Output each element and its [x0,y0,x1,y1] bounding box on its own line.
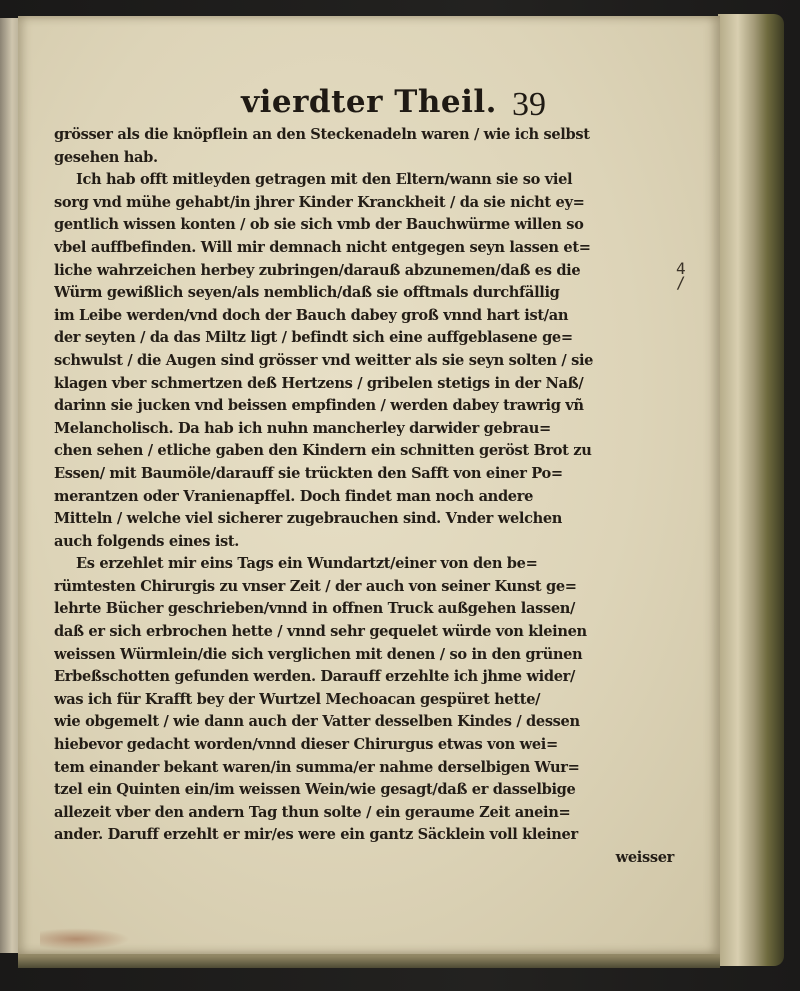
text-line: Essen/ mit Baumöle/darauff sie trückten den Safft von einer Po= [54,464,563,482]
text-line: allezeit vber den andern Tag thun solte / ein geraume Zeit anein= [54,803,571,821]
text-line: der seyten / da das Miltz ligt / befindt sich eine auffgeblasene ge= [54,329,573,347]
text-line: schwulst / die Augen sind grösser vnd weitter als sie seyn solten / sie [54,351,594,369]
page-stack-edge [718,14,784,966]
text-line: klagen vber schmertzen deß Hertzens / gribelen stetigs in der Naß/ [54,374,584,392]
facing-page-edge [0,18,20,953]
text-line: liche wahrzeichen herbey zubringen/darauß abzunemen/daß es die [54,261,581,279]
text-line: rümtesten Chirurgis zu vnser Zeit / der auch von seiner Kunst ge= [54,577,577,595]
text-line: vbel auffbefinden. Will mir demnach nicht entgegen seyn lassen et= [54,238,591,256]
text-line: gesehen hab. [54,148,158,166]
text-line: weissen Würmlein/die sich verglichen mit denen / so in den grünen [54,645,583,663]
text-line: lehrte Bücher geschrieben/vnnd in offnen Truck außgehen lassen/ [54,600,575,618]
text-line: weisser [615,849,674,866]
text-line: Würm gewißlich seyen/als nemblich/daß sie offtmals durchfällig [54,284,560,302]
text-line: grösser als die knöpflein an den Steckenadeln waren / wie ich selbst [54,126,590,143]
text-line: tzel ein Quinten ein/im weissen Wein/wie gesagt/daß er dasselbige [54,781,576,799]
text-line: Ich hab offt mitleyden getragen mit den Eltern/wann sie so viel [76,171,573,189]
text-line: Es erzehlet mir eins Tags ein Wundartzt/einer von den be= [76,555,538,573]
page-number: 39 [512,86,546,123]
body-text [54,124,684,870]
text-line: Melancholisch. Da hab ich nuhn mancherley darwider gebrau= [54,419,551,437]
running-head: vierdter Theil. [241,84,497,120]
text-line: merantzen oder Vranienapffel. Doch findet man noch andere [54,487,534,505]
text-line: darinn sie jucken vnd beissen empfinden / werden dabey trawrig vñ [54,397,584,415]
marginal-annotation: 4 / [676,259,686,292]
text-line: Mitteln / welche viel sicherer zugebrauchen sind. Vnder welchen [54,510,563,528]
text-line: daß er sich erbrochen hette / vnnd sehr gequelet würde von kleinen [54,623,587,641]
text-line: ander. Daruff erzehlt er mir/es were ein gantz Säcklein voll kleiner [54,826,578,844]
text-line: was ich für Krafft bey der Wurtzel Mechoacan gespüret hette/ [54,690,541,708]
text-line: im Leibe werden/vnd doch der Bauch dabey groß vnnd hart ist/an [54,306,569,324]
text-line: tem einander bekant waren/in summa/er nahme derselbigen Wur= [54,758,580,776]
text-line: Erbeßschotten gefunden werden. Darauff erzehlte ich jhme wider/ [54,668,575,686]
text-line: gentlich wissen konten / ob sie sich vmb der Bauchwürme willen so [54,216,584,234]
text-line: wie obgemelt / wie dann auch der Vatter desselben Kindes / dessen [54,713,580,731]
paper-stain [40,928,130,950]
text-line: auch folgends eines ist. [54,532,240,550]
book-page [18,16,720,954]
text-line: hiebevor gedacht worden/vnnd dieser Chirurgus etwas von wei= [54,736,558,754]
text-line: chen sehen / etliche gaben den Kindern ein schnitten geröst Brot zu [54,442,592,460]
text-line: sorg vnd mühe gehabt/in jhrer Kinder Kranckheit / da sie nicht ey= [54,193,585,211]
